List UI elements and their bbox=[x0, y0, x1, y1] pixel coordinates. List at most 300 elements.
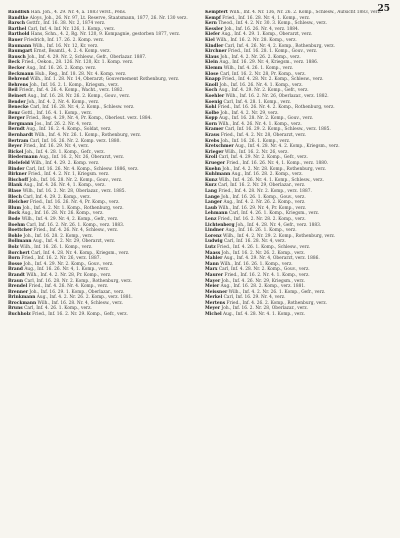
entry-name: Brockmann bbox=[8, 300, 37, 306]
entry-name: Brendel bbox=[8, 284, 28, 290]
entry-details: Fried., Inf. 4. 28. Nr. 2. Komp., verz. 1887. bbox=[218, 189, 312, 194]
entry-details: Fried., Inf. 4. 26. Nr. 4. Komp., verz. bbox=[28, 284, 109, 290]
entry-name: Kuehn bbox=[205, 166, 221, 172]
directory-entry bbox=[205, 273, 392, 278]
entry-details: Carl, Inf. 16. 29. Nr. 4, verz. bbox=[223, 295, 286, 301]
entry-name: Behrens bbox=[8, 82, 29, 88]
directory-entry bbox=[8, 72, 195, 77]
directory-entry bbox=[205, 290, 392, 295]
directory-entry bbox=[8, 150, 195, 155]
entry-details: Fried., Inf. 4. 2. Nr. 1, Kriegsm. verz. bbox=[28, 172, 110, 178]
entry-name: Blase bbox=[8, 189, 22, 194]
entry-name: Maass bbox=[205, 250, 221, 256]
entry-name: Boettcher bbox=[8, 228, 33, 234]
entry-details: Fried., Inf. 16. 2. Nr. 4. 1. Komp., verz. bbox=[224, 272, 310, 278]
entry-name: Braun bbox=[8, 278, 24, 284]
entry-name: Maurer bbox=[205, 272, 224, 278]
entry-details: Aug., Inf. 16. 28. Nr. 2. Komp., Gouv., verz. bbox=[219, 116, 314, 122]
entry-details: Carl, Inf. 16. 2. Nr. 28, Pr. Komp., verz. bbox=[219, 71, 306, 77]
entry-details: Joh., Inf. 16. 2. Nr. 28, Oberlazar., verz. bbox=[221, 306, 309, 312]
directory-entry bbox=[8, 144, 195, 149]
entry-details: Carl, Inf. 4. 28. Nr. 4. Komp., Kriegsm., verz. bbox=[31, 250, 130, 256]
entry-details: Joh., Inf. 4. 29. Nr. 2, Schlesw., Gefr., Oberlazar. 1887. bbox=[27, 54, 147, 60]
entry-details: Wilh., Inf. 16. 2. Nr. 28, Oberlazar., verz. 1885. bbox=[22, 189, 126, 194]
directory-entry bbox=[8, 127, 195, 132]
entry-details: Fried., Inf. 16. 2. Nr. 29. Komp., Gefr., verz. bbox=[32, 312, 128, 318]
entry-name: Bielefeld bbox=[8, 161, 30, 167]
directory-entry bbox=[8, 21, 195, 26]
entry-name: Barthold bbox=[8, 32, 30, 38]
entry-details: Aug., Inf. 16. 2, Nr. 26, Oberarzt, verz. bbox=[39, 155, 125, 161]
directory-entry bbox=[8, 267, 195, 272]
entry-details: Carl, Inf. 4. 26. 1. Komp., Kriegsm., verz. bbox=[229, 211, 320, 217]
directory-entry bbox=[205, 279, 392, 284]
entry-details: Joh., Inf. 4. 2. Nr. 26. 2. Komp., verz. bbox=[220, 54, 301, 60]
directory-entry bbox=[8, 88, 195, 93]
directory-entry bbox=[8, 290, 195, 295]
entry-details: Friedrich, Inf. 17. 26. 2. Komp. verz. bbox=[24, 37, 105, 43]
entry-name: Michel bbox=[205, 312, 222, 318]
entry-name: Born bbox=[8, 256, 20, 262]
entry-details: Wilh., Inf. 16. 2. Nr. 28. Komp., verz. bbox=[216, 37, 297, 43]
entry-details: Carl, Inf. 4. 26. Nr. 4, 2. Komp., Rothenburg, verz. bbox=[224, 43, 335, 49]
directory-entry bbox=[205, 234, 392, 239]
directory-entry bbox=[8, 245, 195, 250]
entry-details: Aug., Inf. 4. 2. Nr. 26. 2. Komp., verz. bbox=[223, 200, 306, 206]
entry-details: Joh., Inf. 4. 29. Nr. 2. Komp., Gouv., verz. bbox=[23, 261, 114, 267]
entry-details: Fried., Inf. 16. 2. Nr. 28. 2. Komp., verz. bbox=[217, 216, 306, 222]
right-column bbox=[205, 10, 392, 530]
entry-details: Carl, Inf. 16. 28. Nr. 4, 2. Komp., Schlesw. verz. bbox=[30, 105, 135, 111]
directory-entry bbox=[205, 116, 392, 121]
directory-entry bbox=[8, 161, 195, 166]
entry-details: Aug., Inf. 4. 28. Nr. 4. 2. Komp., Kriegsm., verz. bbox=[235, 144, 340, 150]
entry-name: Boehm bbox=[8, 222, 26, 228]
entry-name: Blank bbox=[8, 183, 23, 189]
page-number: 25 bbox=[377, 4, 390, 14]
directory-entry bbox=[205, 206, 392, 211]
entry-details: Fried., Reg. 4. 29, Nr. 4, Pr. Komp., Oberleut. verz. 1884. bbox=[26, 116, 152, 122]
entry-details: Gottl., Inf. 16. 4. 1. Komp., verz. bbox=[21, 110, 93, 116]
entry-name: Kunz bbox=[205, 177, 218, 183]
entry-name: Ludwig bbox=[205, 239, 223, 245]
directory-entry bbox=[8, 279, 195, 284]
entry-details: Fried., Oekon., 28. 126. Nr. 120, Kr. 1. Komp. verz. bbox=[21, 60, 134, 66]
entry-name: Berger bbox=[8, 116, 25, 122]
entry-name: Lorenz bbox=[205, 233, 222, 239]
entry-details: Ernst, Beamtl., 4. 2. 4. Komp. verz. bbox=[33, 49, 111, 55]
entry-details: Carl, Inf. 4. 29. Nr. 2. Komp., Gefr., verz. bbox=[218, 155, 308, 161]
directory-entry bbox=[8, 217, 195, 222]
entry-details: Wilh., Inf. 4. 2. Nr. 28, Pr. Komp., verz. bbox=[26, 272, 112, 278]
directory-entry bbox=[8, 38, 195, 43]
directory-entry bbox=[205, 105, 392, 110]
directory-entry bbox=[205, 83, 392, 88]
entry-details: Aug., Inf. 4. 29. Nr. 4, Oberarzt, verz. 1886. bbox=[223, 256, 320, 262]
directory-entry bbox=[205, 139, 392, 144]
entry-name: Lichtenberg bbox=[205, 222, 235, 228]
entry-name: Kiel bbox=[205, 37, 215, 43]
directory-entry bbox=[8, 60, 195, 65]
directory-entry bbox=[205, 49, 392, 54]
entry-name: Bode bbox=[8, 216, 21, 222]
entry-details: Wilh., Inf. 16. 26. 1. Komp., verz. bbox=[20, 244, 93, 250]
entry-details: Joh., Inf. 4. 2, Nr. 4. Komp., verz. bbox=[27, 99, 100, 105]
entry-name: Lindner bbox=[205, 228, 225, 234]
entry-name: Blech bbox=[8, 194, 22, 200]
entry-name: Kiefer bbox=[205, 32, 221, 38]
entry-details: Fried., Inf. 16. 29. Nr. 4, verz. bbox=[23, 144, 90, 150]
entry-name: Beck bbox=[8, 60, 21, 66]
entry-details: Fried., Inf. 4. 28. Nr. 2. Komp., Schlesw., verz. bbox=[222, 77, 324, 83]
entry-name: Kramer bbox=[205, 127, 224, 133]
entry-details: Aug., Inf. 4. 2. Nr. 29, Oberarzt, verz. bbox=[32, 239, 116, 245]
directory-entry bbox=[8, 256, 195, 261]
entry-details: Aug., Inf. 4. 29. 1. Komp., Oberarzt, verz. bbox=[221, 32, 313, 38]
directory-entry bbox=[8, 195, 195, 200]
directory-entry bbox=[205, 183, 392, 188]
entry-name: Berndt bbox=[8, 127, 25, 133]
entry-name: Krebs bbox=[205, 138, 220, 144]
entry-details: Wilh., Inf. 4. Nr. 136, Nr. 26. 2. Komp., Schlesw., Aufsicht 1883, verz. bbox=[229, 10, 382, 15]
entry-name: Klein bbox=[205, 60, 218, 66]
entry-details: Joh., Inf. 16. 28. Nr. 2. Komp., Gouv., verz. bbox=[29, 177, 123, 183]
entry-name: Bender bbox=[8, 99, 26, 105]
entry-details: Wilh., Inf. 4. 26. Nr. 4. 1. Komp., Schlesw., verz. bbox=[218, 177, 324, 183]
entry-details: Carl, Inf. 4. 29. 2. Komp., verz. bbox=[23, 194, 91, 200]
entry-details: Joh., Inf. 4. 2. Nr. 29, verz. bbox=[220, 110, 279, 116]
directory-entry bbox=[205, 144, 392, 149]
entry-details: Jos., Inf. 26. 2. Nr. 4, verz. bbox=[34, 121, 93, 127]
directory-entry bbox=[205, 72, 392, 77]
entry-name: Kessler bbox=[205, 26, 223, 32]
entry-name: Mahler bbox=[205, 256, 223, 262]
entry-name: Bauer bbox=[8, 37, 23, 43]
entry-name: Merkel bbox=[205, 295, 223, 301]
entry-details: Aug., Inf. 4. 28. Nr. 4. 1. Komp., verz. bbox=[223, 312, 306, 318]
directory-entry bbox=[205, 178, 392, 183]
entry-details: Joh., Inf. 4. 28. Nr. 4, Gefr., verz. 1883. bbox=[235, 222, 322, 228]
directory-entry bbox=[8, 211, 195, 216]
directory-entry bbox=[205, 21, 392, 26]
directory-entry bbox=[8, 139, 195, 144]
entry-name: Knoll bbox=[205, 82, 219, 88]
entry-name: Lange bbox=[205, 194, 220, 200]
entry-details: Aug., Inf. 4. 29. Nr. 2. Komp., Gefr., verz. bbox=[218, 88, 309, 94]
entry-name: Kern bbox=[205, 21, 217, 27]
directory-entry bbox=[8, 178, 195, 183]
entry-details: Fried., Inf. 4. 26. Nr. 4, Schlesw., verz. bbox=[33, 228, 119, 234]
directory-entry bbox=[205, 239, 392, 244]
entry-name: Beyer bbox=[8, 144, 22, 150]
directory-entry bbox=[8, 301, 195, 306]
directory-entry bbox=[8, 27, 195, 32]
entry-details: Fried., Inf. 4. 26. 2. Komp., Rothenburg, verz. bbox=[226, 300, 327, 306]
entry-name: Lutz bbox=[205, 244, 216, 250]
entry-name: Bollmann bbox=[8, 239, 32, 245]
entry-details: Wilh., Inf. 1. 28. Nr. 14, Oberarzt; Gouvernement Rothenburg, verz. bbox=[30, 77, 180, 83]
directory-entry bbox=[8, 94, 195, 99]
entry-details: Wilh., Inf. 4. Nr. 26. 1. Komp., Rothenburg, verz. bbox=[34, 133, 142, 139]
entry-name: Bandtke bbox=[8, 15, 29, 21]
entry-name: Bohle bbox=[8, 233, 23, 239]
directory-entry bbox=[205, 100, 392, 105]
entry-details: Theod., Inf. 4. 2. Nr. 30. 3. Komp., Schlesw., verz. bbox=[218, 21, 327, 27]
directory-entry bbox=[205, 217, 392, 222]
entry-name: Bock bbox=[8, 211, 21, 217]
directory-entry bbox=[205, 223, 392, 228]
entry-name: Bolz bbox=[8, 244, 19, 250]
entry-name: Koehler bbox=[205, 93, 225, 99]
directory-entry bbox=[8, 234, 195, 239]
entry-name: Kempf bbox=[205, 15, 221, 21]
directory-entry bbox=[205, 44, 392, 49]
directory-entry bbox=[8, 122, 195, 127]
directory-entry bbox=[205, 27, 392, 32]
entry-details: Wilh., Inf. 4. 2. Nr. 29. 2. Komp., Rothenburg, verz. bbox=[222, 233, 336, 239]
directory-entry bbox=[8, 44, 195, 49]
entry-details: Fried., Inf. 16. 2. Nr. 26, verz. 1887. bbox=[21, 256, 101, 262]
directory-entry bbox=[8, 312, 195, 317]
entry-details: Wilh., Inf. 16. 29. Nr. 4, Pr. Komp., verz. bbox=[218, 205, 307, 211]
entry-details: Aug., Inf. 4. 2. Nr. 26. 2. Komp., verz. 1881. bbox=[36, 295, 133, 301]
entry-details: Wilh., Inf. 16. 2. Nr. 26, verz. bbox=[224, 149, 289, 155]
entry-details: Joh., Inf. 16. 2. Nr. 26. 2. Komp., verz. bbox=[221, 250, 305, 256]
entry-details: Aug., Inf. 16. 28. 2. Komp., verz. bbox=[231, 172, 303, 178]
entry-name: Kolbe bbox=[205, 110, 219, 116]
entry-details: Joh., Inf. 16. 29. 1. Komp., Oberlazar., verz. bbox=[29, 289, 125, 295]
entry-details: Aug., Inf. 4. 26. Nr. 4, 1. Komp., verz. bbox=[23, 183, 106, 189]
entry-name: Meyer bbox=[205, 306, 221, 312]
entry-details: Carl, Inf. 16. 28. Nr. 2. Komp., Rothenburg, verz. bbox=[24, 278, 132, 284]
entry-name: Biedermann bbox=[8, 155, 38, 161]
entry-name: Bergmann bbox=[8, 121, 34, 127]
entry-name: Behrend bbox=[8, 77, 29, 83]
entry-name: Kempfert bbox=[205, 10, 228, 15]
directory-entry bbox=[205, 16, 392, 21]
directory-entry bbox=[205, 88, 392, 93]
directory-entry bbox=[205, 200, 392, 205]
entry-details: Hans, Schn., 4. 2, Rg. Nr. 120, 9. Kompagnie, gestorben 1877, verz. bbox=[30, 32, 181, 38]
entry-details: Joh., Inf. 16. 26. 1. Komp., verz. bbox=[220, 138, 291, 144]
entry-name: Bosse bbox=[8, 261, 23, 267]
entry-details: Wilh., Inf. 4. 29. Nr. 4, 2. Komp., Gefr., verz. bbox=[21, 216, 119, 222]
entry-details: Han. Joh., 4. 29. Nr. 4, a. 1883 verst., Pens. bbox=[30, 10, 127, 15]
entry-name: Koch bbox=[205, 88, 218, 94]
directory-entry bbox=[8, 306, 195, 311]
entry-name: Kopp bbox=[205, 116, 218, 122]
entry-name: Benz bbox=[8, 110, 21, 116]
page-columns bbox=[8, 10, 392, 530]
entry-details: Aug., Inf. 16. 2. 4. Komp., Soldat, verz. bbox=[26, 127, 112, 133]
entry-name: Langer bbox=[205, 200, 223, 206]
entry-name: Barthel bbox=[8, 26, 27, 32]
directory-entry bbox=[8, 284, 195, 289]
entry-name: Brenner bbox=[8, 289, 29, 295]
entry-name: Bischoff bbox=[8, 177, 29, 183]
entry-name: Klose bbox=[205, 71, 219, 77]
directory-entry bbox=[205, 262, 392, 267]
entry-name: Bickel bbox=[8, 149, 24, 155]
entry-details: Hub., Reg., Inf. 18. 28. Nr. 4. Komp. verz. bbox=[35, 71, 127, 77]
directory-entry bbox=[205, 155, 392, 160]
directory-entry bbox=[205, 127, 392, 132]
entry-name: Knapp bbox=[205, 77, 221, 83]
directory-entry bbox=[8, 223, 195, 228]
entry-name: Birkner bbox=[8, 172, 27, 178]
directory-entry bbox=[8, 262, 195, 267]
directory-entry bbox=[205, 77, 392, 82]
entry-name: Brinkmann bbox=[8, 295, 36, 301]
entry-details: Gottfr., Inf. 16. 38. Nr. 2, 1874 verz. bbox=[26, 21, 106, 27]
directory-entry bbox=[8, 77, 195, 82]
entry-details: Carl, Inf. 16. 2. Nr. 29, Oberlazar., verz. bbox=[217, 183, 306, 189]
directory-entry bbox=[8, 133, 195, 138]
entry-name: Krieger bbox=[205, 149, 224, 155]
entry-details: Carl, Inf. 4. 26. 1. Komp., verz. bbox=[24, 306, 92, 312]
entry-details: Carl, Inf. 16. 26. Nr. 4. Komp., Schlesw. 1886, verz. bbox=[25, 166, 139, 172]
directory-entry bbox=[205, 301, 392, 306]
entry-name: Brand bbox=[8, 267, 23, 273]
entry-name: Laub bbox=[205, 205, 218, 211]
entry-name: Borchert bbox=[8, 250, 30, 256]
entry-name: Blum bbox=[8, 205, 22, 211]
directory-entry bbox=[8, 239, 195, 244]
entry-details: Joh., Inf. 16. 28. 2. Komp., verz. bbox=[23, 233, 94, 239]
entry-details: Joh., Inf. 4. 2. Nr. 1. Komp., Rothenburg, verz. bbox=[22, 205, 124, 211]
entry-name: Lang bbox=[205, 189, 218, 194]
entry-name: Beckmann bbox=[8, 71, 34, 77]
entry-details: Wilh., Inf. 16. 2. Nr. 26, Oberlazar., verz. 1882. bbox=[225, 93, 329, 99]
directory-entry bbox=[205, 66, 392, 71]
entry-details: Wilh., Inf. 4. 2. Nr. 26. 1. Komp., Gefr., verz. bbox=[228, 289, 326, 295]
directory-entry bbox=[8, 189, 195, 194]
directory-entry bbox=[205, 122, 392, 127]
entry-details: Joh., Inf. 16. 26. Nr. 4, verz. 1884. bbox=[224, 26, 300, 32]
entry-details: Aug., Inf. 16. 26. 2. Komp. verz. bbox=[26, 65, 97, 71]
entry-details: Aug., Inf. 16. 28. Nr. 26. Komp., verz. bbox=[21, 211, 104, 217]
entry-details: Fried., Inf. 4. 26. 1. Komp., Schlesw., verz. bbox=[217, 244, 311, 250]
directory-entry bbox=[8, 100, 195, 105]
entry-details: Fried., Inf. 16. 28. 1. Komp., Gouv., verz. bbox=[228, 49, 318, 55]
entry-name: Beil bbox=[8, 88, 18, 94]
entry-details: Joh., Inf. 4. 26. Nr. 29, Kriegsm., verz. bbox=[221, 278, 306, 284]
entry-details: Joh., Inf. 16. 26. 1. Komp., Gouv., verz. bbox=[221, 194, 306, 200]
directory-entry bbox=[8, 66, 195, 71]
entry-name: Meier bbox=[205, 284, 220, 290]
entry-name: Krueger bbox=[205, 161, 225, 167]
directory-entry bbox=[8, 295, 195, 300]
entry-details: Aug., Inf. 16. 28. 2. Komp., verz. 1881. bbox=[220, 284, 306, 290]
entry-details: Aug., Inf. 16. 26. Nr. 4, 1. Komp., verz. bbox=[24, 267, 110, 273]
entry-details: Fried., Inf. 16. 28. Nr. 4, 1. Komp., verz. bbox=[222, 15, 311, 21]
directory-entry bbox=[8, 10, 195, 15]
directory-entry bbox=[205, 211, 392, 216]
entry-details: Joh., Inf. 4. 28. 1. Komp., Gefr., verz. bbox=[24, 149, 105, 155]
entry-name: Kurz bbox=[205, 183, 217, 189]
entry-name: Koenig bbox=[205, 99, 223, 105]
entry-details: Carl, Inf. 16. 28. Nr. 4, verz. bbox=[224, 239, 286, 245]
directory-entry bbox=[8, 32, 195, 37]
directory-entry bbox=[8, 16, 195, 21]
directory-entry bbox=[8, 155, 195, 160]
entry-name: Kohl bbox=[205, 105, 217, 111]
entry-name: Klaus bbox=[205, 54, 219, 60]
directory-entry bbox=[8, 49, 195, 54]
directory-entry bbox=[205, 312, 392, 317]
directory-entry bbox=[205, 284, 392, 289]
directory-entry bbox=[205, 94, 392, 99]
directory-entry bbox=[8, 83, 195, 88]
entry-name: Korn bbox=[205, 121, 217, 127]
entry-details: Aloys, Joh., 26. Nr. 97, Lt. Reserve, Staatsmann, 1877, 26. Nr. 130 verz. bbox=[29, 15, 188, 21]
directory-entry bbox=[8, 55, 195, 60]
entry-details: Carl, Inf. 16. 29. 2. Komp., Schlesw., verz. 1885. bbox=[224, 127, 331, 133]
directory-entry bbox=[205, 189, 392, 194]
directory-entry bbox=[205, 195, 392, 200]
entry-details: Friedr., Inf. 4. 26. 4. Komp., Wacht., verz. 1882. bbox=[19, 88, 124, 94]
entry-details: Carl, Inf. 4. 28. Nr. 2. Komp., Gouv., verz. bbox=[218, 267, 310, 273]
entry-name: Benecke bbox=[8, 105, 29, 111]
entry-name: Lenz bbox=[205, 216, 217, 222]
entry-name: Lehmann bbox=[205, 211, 228, 217]
entry-name: Kretschmer bbox=[205, 144, 234, 150]
directory-entry bbox=[205, 133, 392, 138]
entry-details: Fried., Inf. 4. 2. Nr. 28, Oberarzt, verz. bbox=[220, 133, 307, 139]
entry-name: Baumann bbox=[8, 43, 32, 49]
entry-name: Bleicher bbox=[8, 200, 29, 206]
directory-entry bbox=[205, 306, 392, 311]
entry-name: Mayer bbox=[205, 278, 221, 284]
left-column bbox=[8, 10, 195, 530]
entry-details: Fried., Inf. 16. 26. Nr. 4. 2. Komp., Rothenburg, verz. bbox=[217, 105, 335, 111]
entry-name: Meissner bbox=[205, 289, 228, 295]
directory-entry bbox=[8, 116, 195, 121]
entry-name: Brandt bbox=[8, 272, 25, 278]
directory-entry bbox=[205, 10, 392, 15]
directory-entry bbox=[205, 228, 392, 233]
entry-details: Carl, Inf. 4. 28. 1. Komp., verz. bbox=[223, 99, 292, 105]
entry-name: Bruns bbox=[8, 306, 23, 312]
directory-entry bbox=[205, 267, 392, 272]
entry-details: Fried., Inf. 16. 26. Nr. 4, 1. Komp., verz. 1880. bbox=[226, 161, 329, 167]
entry-details: Wilh., Inf. 4. 26. 1. Komp., verz. bbox=[223, 65, 294, 71]
entry-details: Carl, Inf. 16. 2. Nr. 26. 1. Komp., verz. 1883. bbox=[26, 222, 125, 228]
entry-name: Mann bbox=[205, 261, 219, 267]
entry-name: Bandlish bbox=[8, 10, 30, 15]
directory-entry bbox=[205, 172, 392, 177]
directory-entry bbox=[8, 273, 195, 278]
directory-entry bbox=[8, 105, 195, 110]
directory-entry bbox=[205, 32, 392, 37]
directory-entry bbox=[8, 228, 195, 233]
directory-entry bbox=[205, 245, 392, 250]
entry-name: Kroll bbox=[205, 155, 218, 161]
entry-name: Barsch bbox=[8, 21, 25, 27]
entry-details: Joh., Inf. 4. 2. Nr. 28. Komp., Rothenburg, verz. bbox=[222, 166, 327, 172]
directory-entry bbox=[205, 167, 392, 172]
entry-details: Aug., Inf. 16. 26. 1. Komp., verz. bbox=[225, 228, 297, 234]
directory-entry bbox=[205, 111, 392, 116]
entry-name: Kuhlmann bbox=[205, 172, 231, 178]
entry-name: Bausch bbox=[8, 54, 26, 60]
entry-details: Aug., Inf. 16. 29. Nr. 4, Kriegsm., verz. 1886. bbox=[219, 60, 319, 66]
directory-entry bbox=[8, 167, 195, 172]
directory-entry bbox=[8, 183, 195, 188]
entry-name: Bertram bbox=[8, 138, 29, 144]
entry-name: Bernhardt bbox=[8, 133, 34, 139]
entry-details: Fried., Inf. 16. 26. Nr. 4, Pr. Komp., verz. bbox=[29, 200, 120, 206]
